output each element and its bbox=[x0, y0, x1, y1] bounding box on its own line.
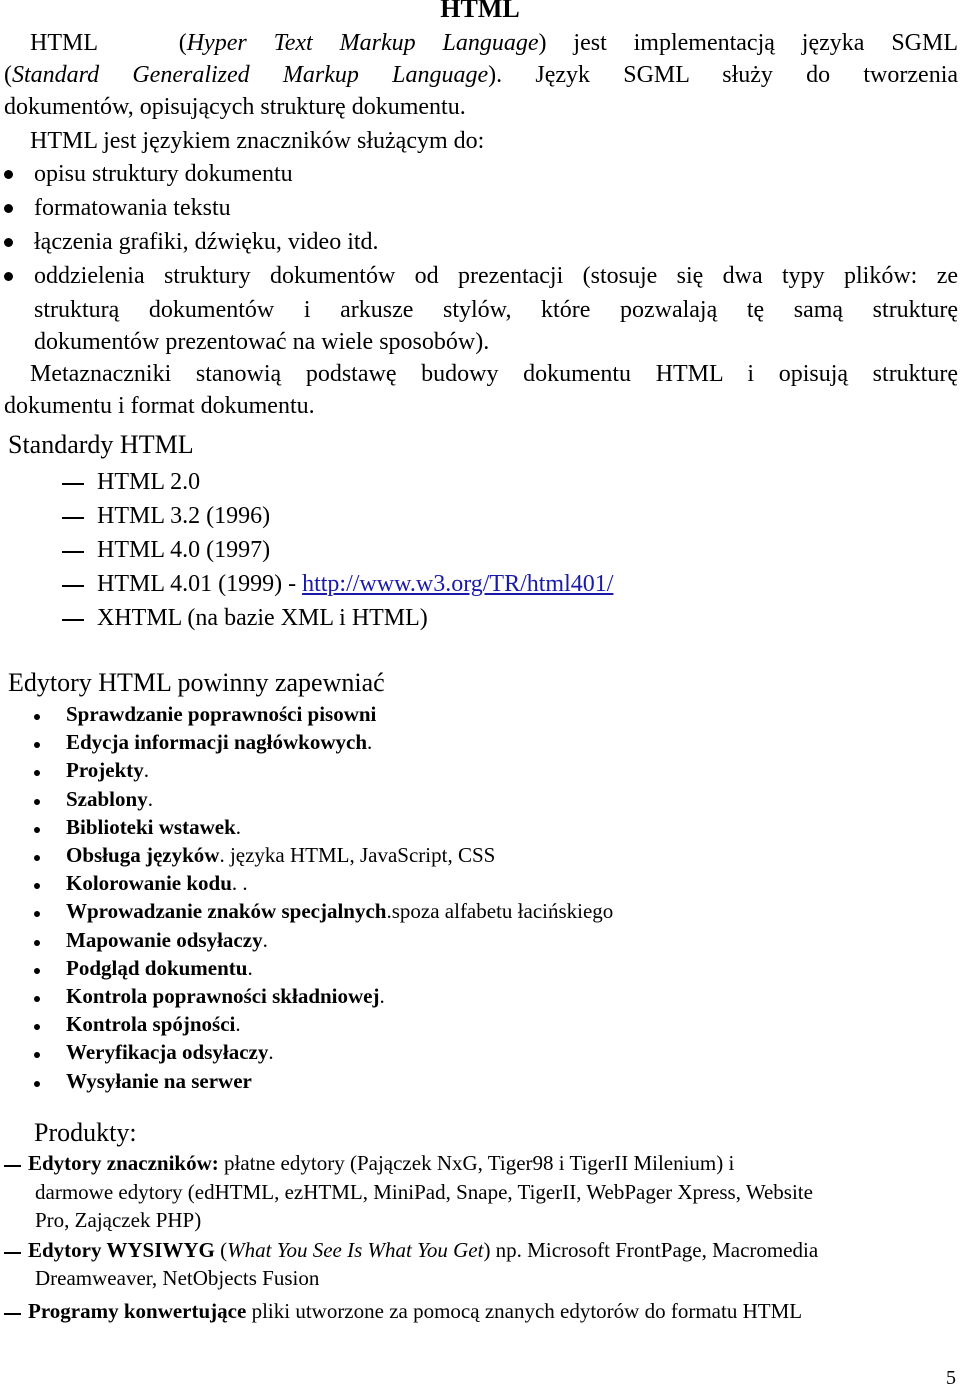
bullet-icon bbox=[34, 742, 40, 748]
page-title: HTML bbox=[440, 0, 520, 23]
editor-feature-note: . bbox=[262, 928, 268, 952]
intro-line-3: dokumentów, opisujących strukturę dokumentu. bbox=[4, 94, 466, 120]
bullet-icon bbox=[4, 238, 13, 247]
standard-item-4-text: HTML 4.01 (1999) - bbox=[97, 571, 303, 597]
dash-icon bbox=[62, 585, 84, 587]
meta-line-1: Metaznaczniki stanowią podstawę budowy dokumentu HTML i opisują strukturę bbox=[30, 361, 958, 387]
editor-feature-note: . bbox=[379, 984, 385, 1008]
editor-feature-note: .spoza alfabetu łacińskiego bbox=[386, 899, 614, 923]
editor-feature-name: Podgląd dokumentu bbox=[66, 956, 248, 980]
intro-line-1 bbox=[30, 27, 958, 59]
bullet-icon bbox=[4, 204, 13, 213]
editor-feature-item bbox=[66, 1012, 241, 1037]
bullet-icon bbox=[34, 996, 40, 1002]
editor-feature-note: . bbox=[268, 1040, 274, 1064]
intro-line-2-rest: ). Język SGML służy do tworzenia bbox=[488, 62, 959, 88]
bullet-icon bbox=[34, 940, 40, 946]
editor-feature-name: Projekty bbox=[66, 758, 144, 782]
editor-feature-note: . bbox=[367, 730, 373, 754]
intro-sgml-name: Standard Generalized Markup Language bbox=[12, 62, 489, 88]
use-item-2: formatowania tekstu bbox=[34, 195, 231, 221]
product-2-line-1 bbox=[28, 1238, 818, 1263]
editors-heading: Edytory HTML powinny zapewniać bbox=[8, 668, 385, 697]
editor-feature-name: Kolorowanie kodu bbox=[66, 871, 232, 895]
editor-feature-item bbox=[66, 702, 376, 727]
dash-icon bbox=[62, 551, 84, 553]
product-2-wysiwyg-expansion: What You See Is What You Get bbox=[227, 1238, 484, 1262]
intro-html-word: HTML bbox=[30, 30, 98, 56]
editor-feature-name: Weryfikacja odsyłaczy bbox=[66, 1040, 269, 1064]
editor-feature-item bbox=[66, 928, 268, 953]
product-1-line-1 bbox=[28, 1151, 734, 1176]
meta-line-2: dokumentu i format dokumentu. bbox=[4, 393, 315, 419]
standard-item-5: XHTML (na bazie XML i HTML) bbox=[97, 605, 428, 631]
editor-feature-name: Edycja informacji nagłówkowych bbox=[66, 730, 367, 754]
product-3-title: Programy konwertujące bbox=[28, 1299, 247, 1323]
standard-item-3: HTML 4.0 (1997) bbox=[97, 537, 271, 563]
dash-icon bbox=[4, 1165, 21, 1167]
product-2-title: Edytory WYSIWYG bbox=[28, 1238, 215, 1262]
editor-feature-note: . bbox=[247, 956, 253, 980]
editor-feature-item bbox=[66, 815, 241, 840]
use-item-4-line-2: strukturą dokumentów i arkusze stylów, które pozwalają tę samą strukturę bbox=[34, 297, 958, 323]
bullet-icon bbox=[34, 799, 40, 805]
product-2-line-2: Dreamweaver, NetObjects Fusion bbox=[35, 1266, 320, 1290]
editor-feature-item bbox=[66, 899, 613, 924]
use-item-1: opisu struktury dokumentu bbox=[34, 161, 293, 187]
editor-feature-item bbox=[66, 984, 385, 1009]
editor-feature-note: . . bbox=[231, 871, 248, 895]
editor-feature-name: Wysyłanie na serwer bbox=[66, 1069, 252, 1093]
editor-feature-note: . bbox=[235, 1012, 241, 1036]
editor-feature-item bbox=[66, 1040, 274, 1065]
bullet-icon bbox=[34, 1024, 40, 1030]
editor-feature-name: Obsługa języków bbox=[66, 843, 220, 867]
editor-feature-note: . języka HTML, JavaScript, CSS bbox=[219, 843, 496, 867]
editor-feature-name: Sprawdzanie poprawności pisowni bbox=[66, 702, 377, 726]
editor-feature-name: Szablony bbox=[66, 787, 148, 811]
intro-paren-open: ( bbox=[178, 30, 187, 56]
dash-icon bbox=[62, 483, 84, 485]
editor-feature-note: . bbox=[147, 787, 153, 811]
editor-feature-item bbox=[66, 956, 253, 981]
product-2-line-1-rest: ) np. Microsoft FrontPage, Macromedia bbox=[483, 1238, 819, 1262]
standards-heading: Standardy HTML bbox=[8, 430, 194, 459]
standard-item-1: HTML 2.0 bbox=[97, 469, 201, 495]
dash-icon bbox=[62, 517, 84, 519]
use-item-4-line-3: dokumentów prezentować na wiele sposobów). bbox=[34, 329, 490, 355]
use-item-3: łączenia grafiki, dźwięku, video itd. bbox=[34, 229, 379, 255]
editor-feature-item bbox=[66, 787, 153, 812]
intro-paren-open-2: ( bbox=[4, 62, 12, 88]
product-1-line-2: darmowe edytory (edHTML, ezHTML, MiniPad, Snape, TigerII, WebPager Xpress, Website bbox=[35, 1180, 813, 1204]
bullet-icon bbox=[34, 968, 40, 974]
editor-feature-name: Kontrola spójności bbox=[66, 1012, 236, 1036]
editor-feature-item bbox=[66, 871, 248, 896]
editor-feature-note: . bbox=[143, 758, 150, 782]
product-3-line bbox=[28, 1299, 802, 1324]
editor-feature-item bbox=[66, 843, 495, 868]
editor-feature-note: . bbox=[235, 815, 242, 839]
bullet-icon bbox=[4, 272, 13, 281]
use-item-4-line-1: oddzielenia struktury dokumentów od prezentacji (stosuje się dwa typy plików: ze bbox=[34, 263, 958, 289]
dash-icon bbox=[62, 619, 84, 621]
product-1-title: Edytory znaczników: bbox=[28, 1151, 219, 1175]
standard-item-4 bbox=[97, 568, 613, 600]
editor-feature-name: Mapowanie odsyłaczy bbox=[66, 928, 263, 952]
bullet-icon bbox=[34, 855, 40, 861]
products-heading: Produkty: bbox=[34, 1118, 137, 1147]
product-1-line-3: Pro, Zajączek PHP) bbox=[35, 1208, 202, 1232]
product-3-rest: pliki utworzone za pomocą znanych edytorów do formatu HTML bbox=[246, 1299, 803, 1323]
intro-line-2 bbox=[4, 59, 958, 91]
editor-feature-name: Wprowadzanie znaków specjalnych bbox=[66, 899, 387, 923]
bullet-icon bbox=[34, 1052, 40, 1058]
bullet-icon bbox=[34, 827, 40, 833]
bullet-icon bbox=[34, 911, 40, 917]
dash-icon bbox=[4, 1252, 21, 1254]
bullet-icon bbox=[34, 1081, 40, 1087]
editor-feature-item bbox=[66, 730, 372, 755]
w3-link[interactable]: http://www.w3.org/TR/html401/ bbox=[302, 571, 614, 597]
editor-feature-item bbox=[66, 1069, 252, 1094]
intro-line-1-rest: ) jest implementacją języka SGML bbox=[538, 30, 959, 56]
bullet-icon bbox=[34, 770, 40, 776]
page-number: 5 bbox=[946, 1367, 956, 1389]
editor-feature-name: Kontrola poprawności składniowej bbox=[66, 984, 380, 1008]
bullet-icon bbox=[34, 714, 40, 720]
editor-feature-item bbox=[66, 758, 149, 783]
bullet-icon bbox=[34, 883, 40, 889]
bullet-icon bbox=[4, 170, 13, 179]
editor-feature-name: Biblioteki wstawek bbox=[66, 815, 236, 839]
intro-hyper-text: Hyper Text Markup Language bbox=[186, 30, 539, 56]
product-1-line-1-rest: płatne edytory (Pajączek NxG, Tiger98 i TigerII Milenium) i bbox=[218, 1151, 735, 1175]
standard-item-2: HTML 3.2 (1996) bbox=[97, 503, 271, 529]
intro-line-4: HTML jest językiem znaczników służącym do: bbox=[30, 128, 485, 154]
product-2-paren: ( bbox=[214, 1238, 228, 1262]
dash-icon bbox=[4, 1313, 21, 1315]
